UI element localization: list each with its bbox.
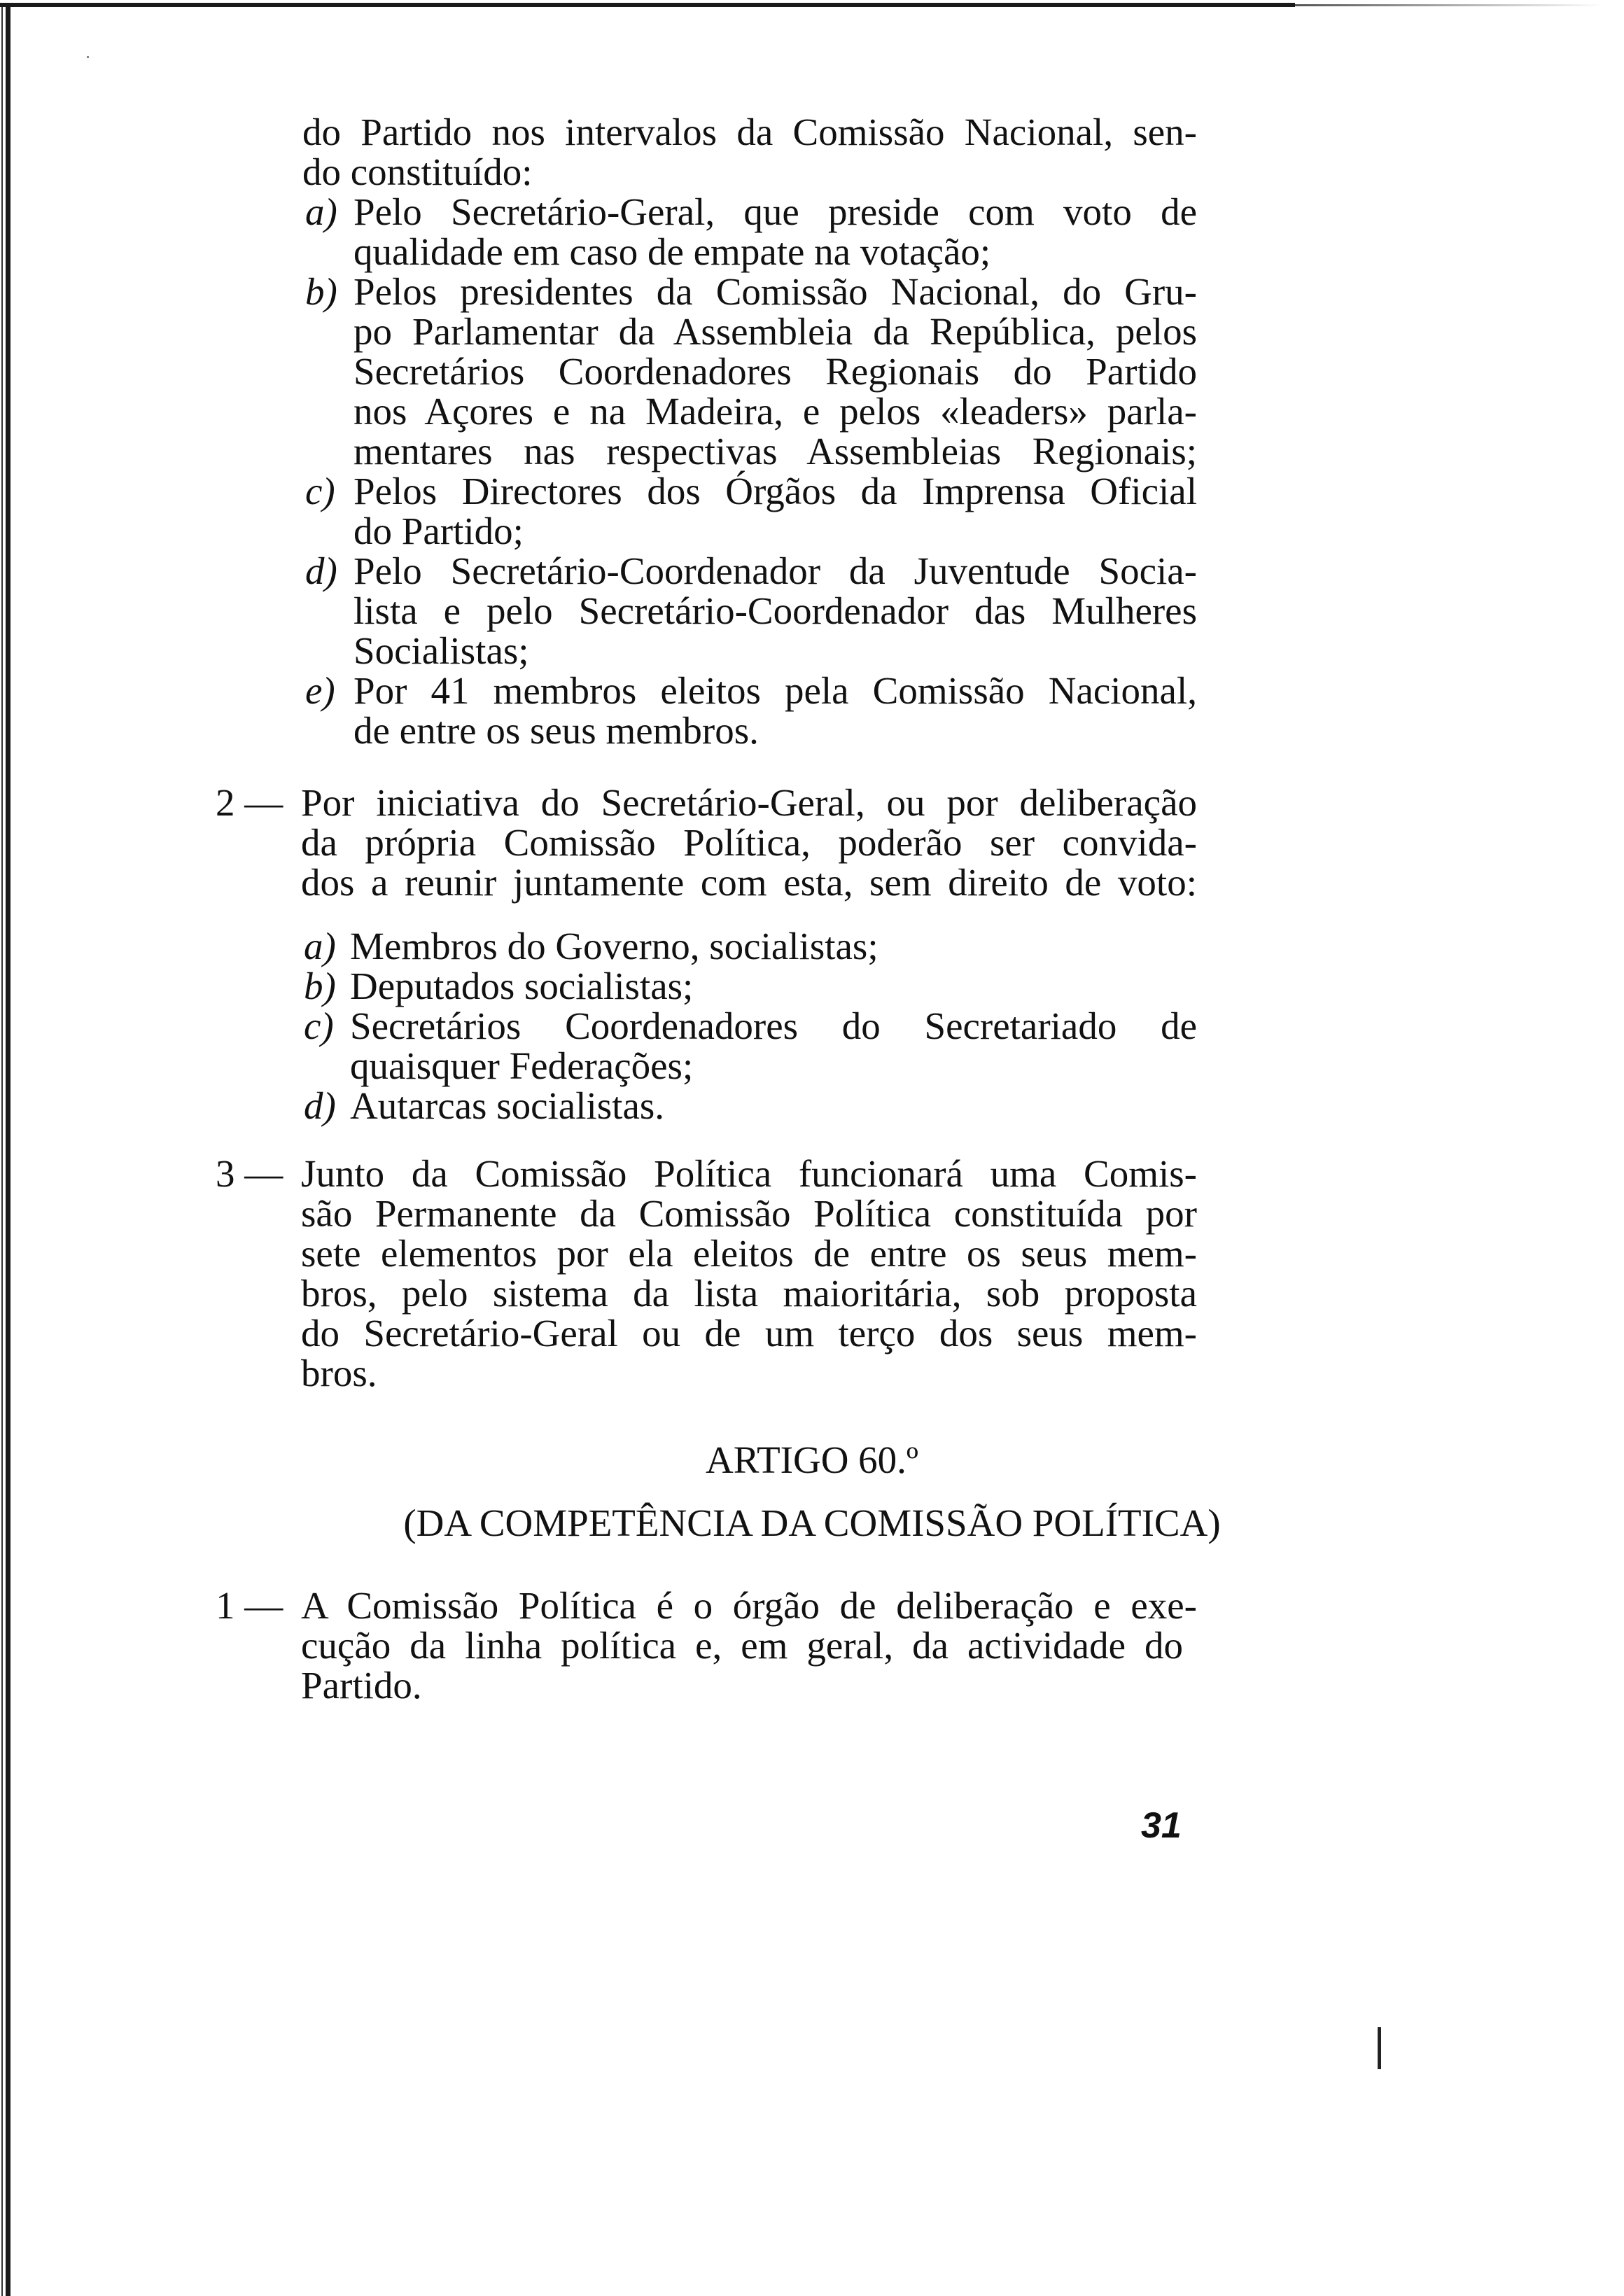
paragraph-number: 1 — — [216, 1584, 284, 1627]
page-number: 31 — [1141, 1805, 1182, 1846]
list-item-line: nos Açores e na Madeira, e pelos «leaders» parla- — [354, 390, 1197, 433]
scan-speck — [87, 56, 89, 58]
paragraph-line: bros. — [301, 1352, 377, 1394]
list-item-line: Membros do Governo, socialistas; — [350, 925, 878, 967]
intro-line: do constituído: — [302, 150, 533, 193]
list-marker: a) — [304, 925, 336, 967]
scan-edge-left — [6, 3, 10, 2296]
scan-edge-top-fade — [1295, 4, 1603, 6]
scan-edge-left-inner — [1, 3, 3, 2296]
paragraph-line: sete elementos por ela eleitos de entre os seus mem- — [301, 1232, 1197, 1275]
paragraph-number: 3 — — [216, 1152, 284, 1195]
list-item-line: Socialistas; — [354, 629, 529, 672]
list-item-line: qualidade em caso de empate na votação; — [354, 230, 991, 273]
list-item-line: do Partido; — [354, 510, 524, 552]
list-item-line: Pelos Directores dos Órgãos da Imprensa Oficial — [354, 470, 1197, 512]
list-item-line: quaisquer Federações; — [350, 1044, 694, 1087]
scan-speck — [1378, 2027, 1381, 2069]
list-marker: c) — [305, 470, 335, 512]
list-item-line: Autarcas socialistas. — [350, 1084, 665, 1127]
list-item-line: Por 41 membros eleitos pela Comissão Nacional, — [354, 669, 1197, 712]
intro-line: do Partido nos intervalos da Comissão Nacional, sen- — [302, 111, 1197, 153]
article-subtitle: (DA COMPETÊNCIA DA COMISSÃO POLÍTICA) — [403, 1502, 1221, 1544]
list-item-line: po Parlamentar da Assembleia da República, pelos — [354, 310, 1197, 353]
list-item-line: Pelo Secretário-Coordenador da Juventude Socia- — [354, 550, 1197, 592]
paragraph-line: cução da linha política e, em geral, da actividade do — [301, 1624, 1183, 1667]
list-item-line: Pelo Secretário-Geral, que preside com voto de — [354, 190, 1197, 233]
list-marker: a) — [305, 190, 337, 233]
paragraph-line: são Permanente da Comissão Política constituída por — [301, 1192, 1197, 1235]
paragraph-line: dos a reunir juntamente com esta, sem direito de voto: — [301, 861, 1197, 904]
paragraph-line: Por iniciativa do Secretário-Geral, ou por deliberação — [301, 781, 1197, 824]
paragraph-line: da própria Comissão Política, poderão ser convida- — [301, 821, 1197, 864]
list-marker: c) — [304, 1004, 334, 1047]
paragraph-line: Partido. — [301, 1664, 422, 1707]
list-item-line: mentares nas respectivas Assembleias Regionais; — [354, 430, 1197, 472]
list-item-line: lista e pelo Secretário-Coordenador das Mulheres — [354, 589, 1197, 632]
list-item-line: Pelos presidentes da Comissão Nacional, do Gru- — [354, 270, 1197, 313]
scan-edge-top — [0, 3, 1295, 7]
list-marker: d) — [304, 1084, 336, 1127]
list-marker: e) — [305, 669, 335, 712]
paragraph-line: Junto da Comissão Política funcionará uma Comis- — [301, 1152, 1197, 1195]
list-item-line: Secretários Coordenadores do Secretariado de — [350, 1004, 1197, 1047]
list-item-line: Secretários Coordenadores Regionais do Partido — [354, 350, 1197, 393]
list-item-line: de entre os seus membros. — [354, 709, 759, 752]
list-marker: b) — [304, 965, 336, 1007]
list-marker: b) — [305, 270, 337, 313]
paragraph-line: bros, pelo sistema da lista maioritária, sob proposta — [301, 1272, 1197, 1315]
paragraph-line: A Comissão Política é o órgão de deliberação e exe- — [301, 1584, 1197, 1627]
paragraph-number: 2 — — [216, 781, 284, 824]
article-title: ARTIGO 60.º — [705, 1438, 918, 1481]
list-item-line: Deputados socialistas; — [350, 965, 694, 1007]
list-marker: d) — [305, 550, 337, 592]
paragraph-line: do Secretário-Geral ou de um terço dos seus mem- — [301, 1312, 1197, 1354]
